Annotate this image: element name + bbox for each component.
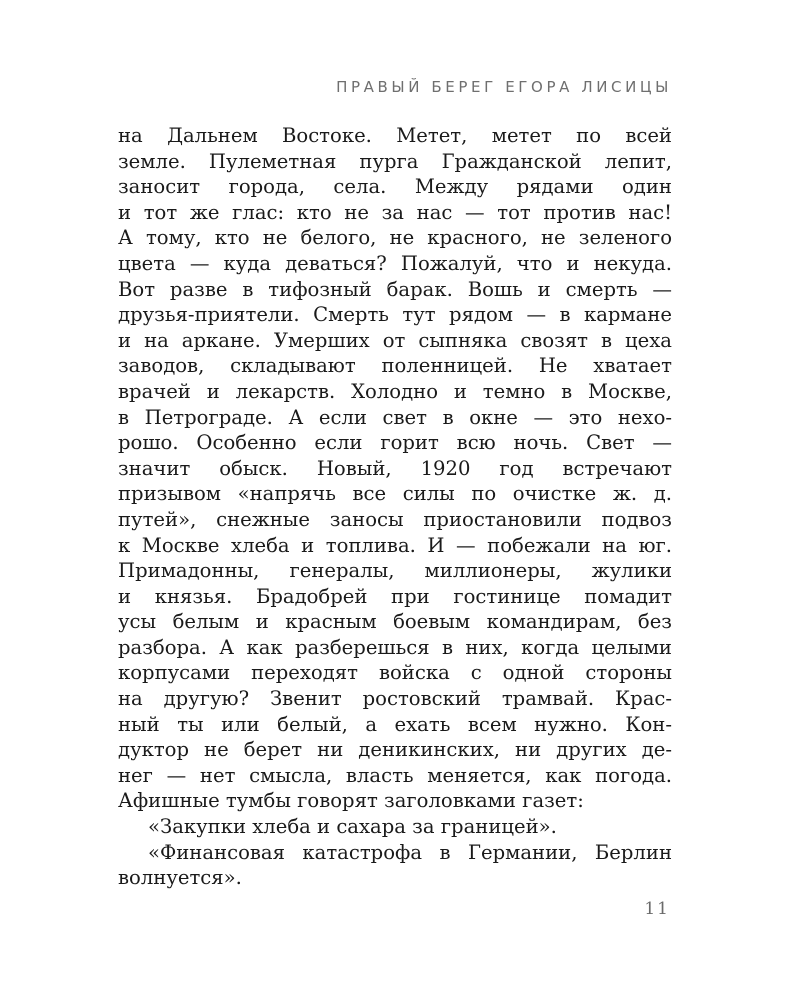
- body-text: [118, 123, 672, 891]
- text-line: нег — нет смысла, власть меняется, как погода.: [118, 763, 672, 787]
- text-line: цвета — куда деваться? Пожалуй, что и некуда.: [118, 251, 672, 275]
- text-line: Вот разве в тифозный барак. Вошь и смерть —: [118, 277, 672, 301]
- quote-headline: «Финансовая катастрофа в Германии, Берлин: [148, 840, 672, 864]
- text-line: заводов, складывают поленницей. Не хватает: [118, 354, 672, 378]
- text-line: разбора. А как разберешься в них, когда целыми: [118, 635, 672, 659]
- text-line: к Москве хлеба и топлива. И — побежали на юг.: [118, 533, 672, 557]
- text-line: усы белым и красным боевым командирам, без: [118, 610, 672, 634]
- text-line: призывом «напрячь все силы по очистке ж. д.: [118, 482, 672, 506]
- text-line: рошо. Особенно если горит всю ночь. Свет —: [118, 431, 672, 455]
- text-line: значит обыск. Новый, 1920 год встречают: [118, 456, 672, 480]
- text-line: в Петрограде. А если свет в окне — это нехо-: [118, 405, 672, 429]
- text-line: врачей и лекарств. Холодно и темно в Москве,: [118, 379, 672, 403]
- text-line: друзья-приятели. Смерть тут рядом — в кармане: [118, 303, 672, 327]
- text-line: Примадонны, генералы, миллионеры, жулики: [118, 559, 672, 583]
- text-line: дуктор не берет ни деникинских, ни других де-: [118, 738, 672, 762]
- text-line: и тот же глас: кто не за нас — тот против нас!: [118, 200, 672, 224]
- text-line: ный ты или белый, а ехать всем нужно. Кон-: [118, 712, 672, 736]
- page-number: 11: [644, 899, 670, 919]
- text-line: заносит города, села. Между рядами один: [118, 175, 672, 199]
- quote-headline: «Закупки хлеба и сахара за границей».: [148, 815, 557, 839]
- text-line: на другую? Звенит ростовский трамвай. Крас-: [118, 687, 672, 711]
- running-header: ПРАВЫЙ БЕРЕГ ЕГОРА ЛИСИЦЫ: [336, 78, 672, 96]
- text-line: путей», снежные заносы приостановили подвоз: [118, 507, 672, 531]
- text-line: и князья. Брадобрей при гостинице помадит: [118, 584, 672, 608]
- text-line: Афишные тумбы говорят заголовками газет:: [118, 789, 584, 813]
- text-line: на Дальнем Востоке. Метет, метет по всей: [118, 124, 672, 147]
- quote-headline-continuation: волнуется».: [118, 866, 242, 890]
- text-line: и на аркане. Умерших от сыпняка свозят в цеха: [118, 328, 672, 352]
- text-line: А тому, кто не белого, не красного, не зеленого: [118, 226, 672, 250]
- text-line: корпусами переходят войска с одной стороны: [118, 661, 672, 685]
- text-line: земле. Пулеметная пурга Гражданской лепит,: [118, 149, 672, 173]
